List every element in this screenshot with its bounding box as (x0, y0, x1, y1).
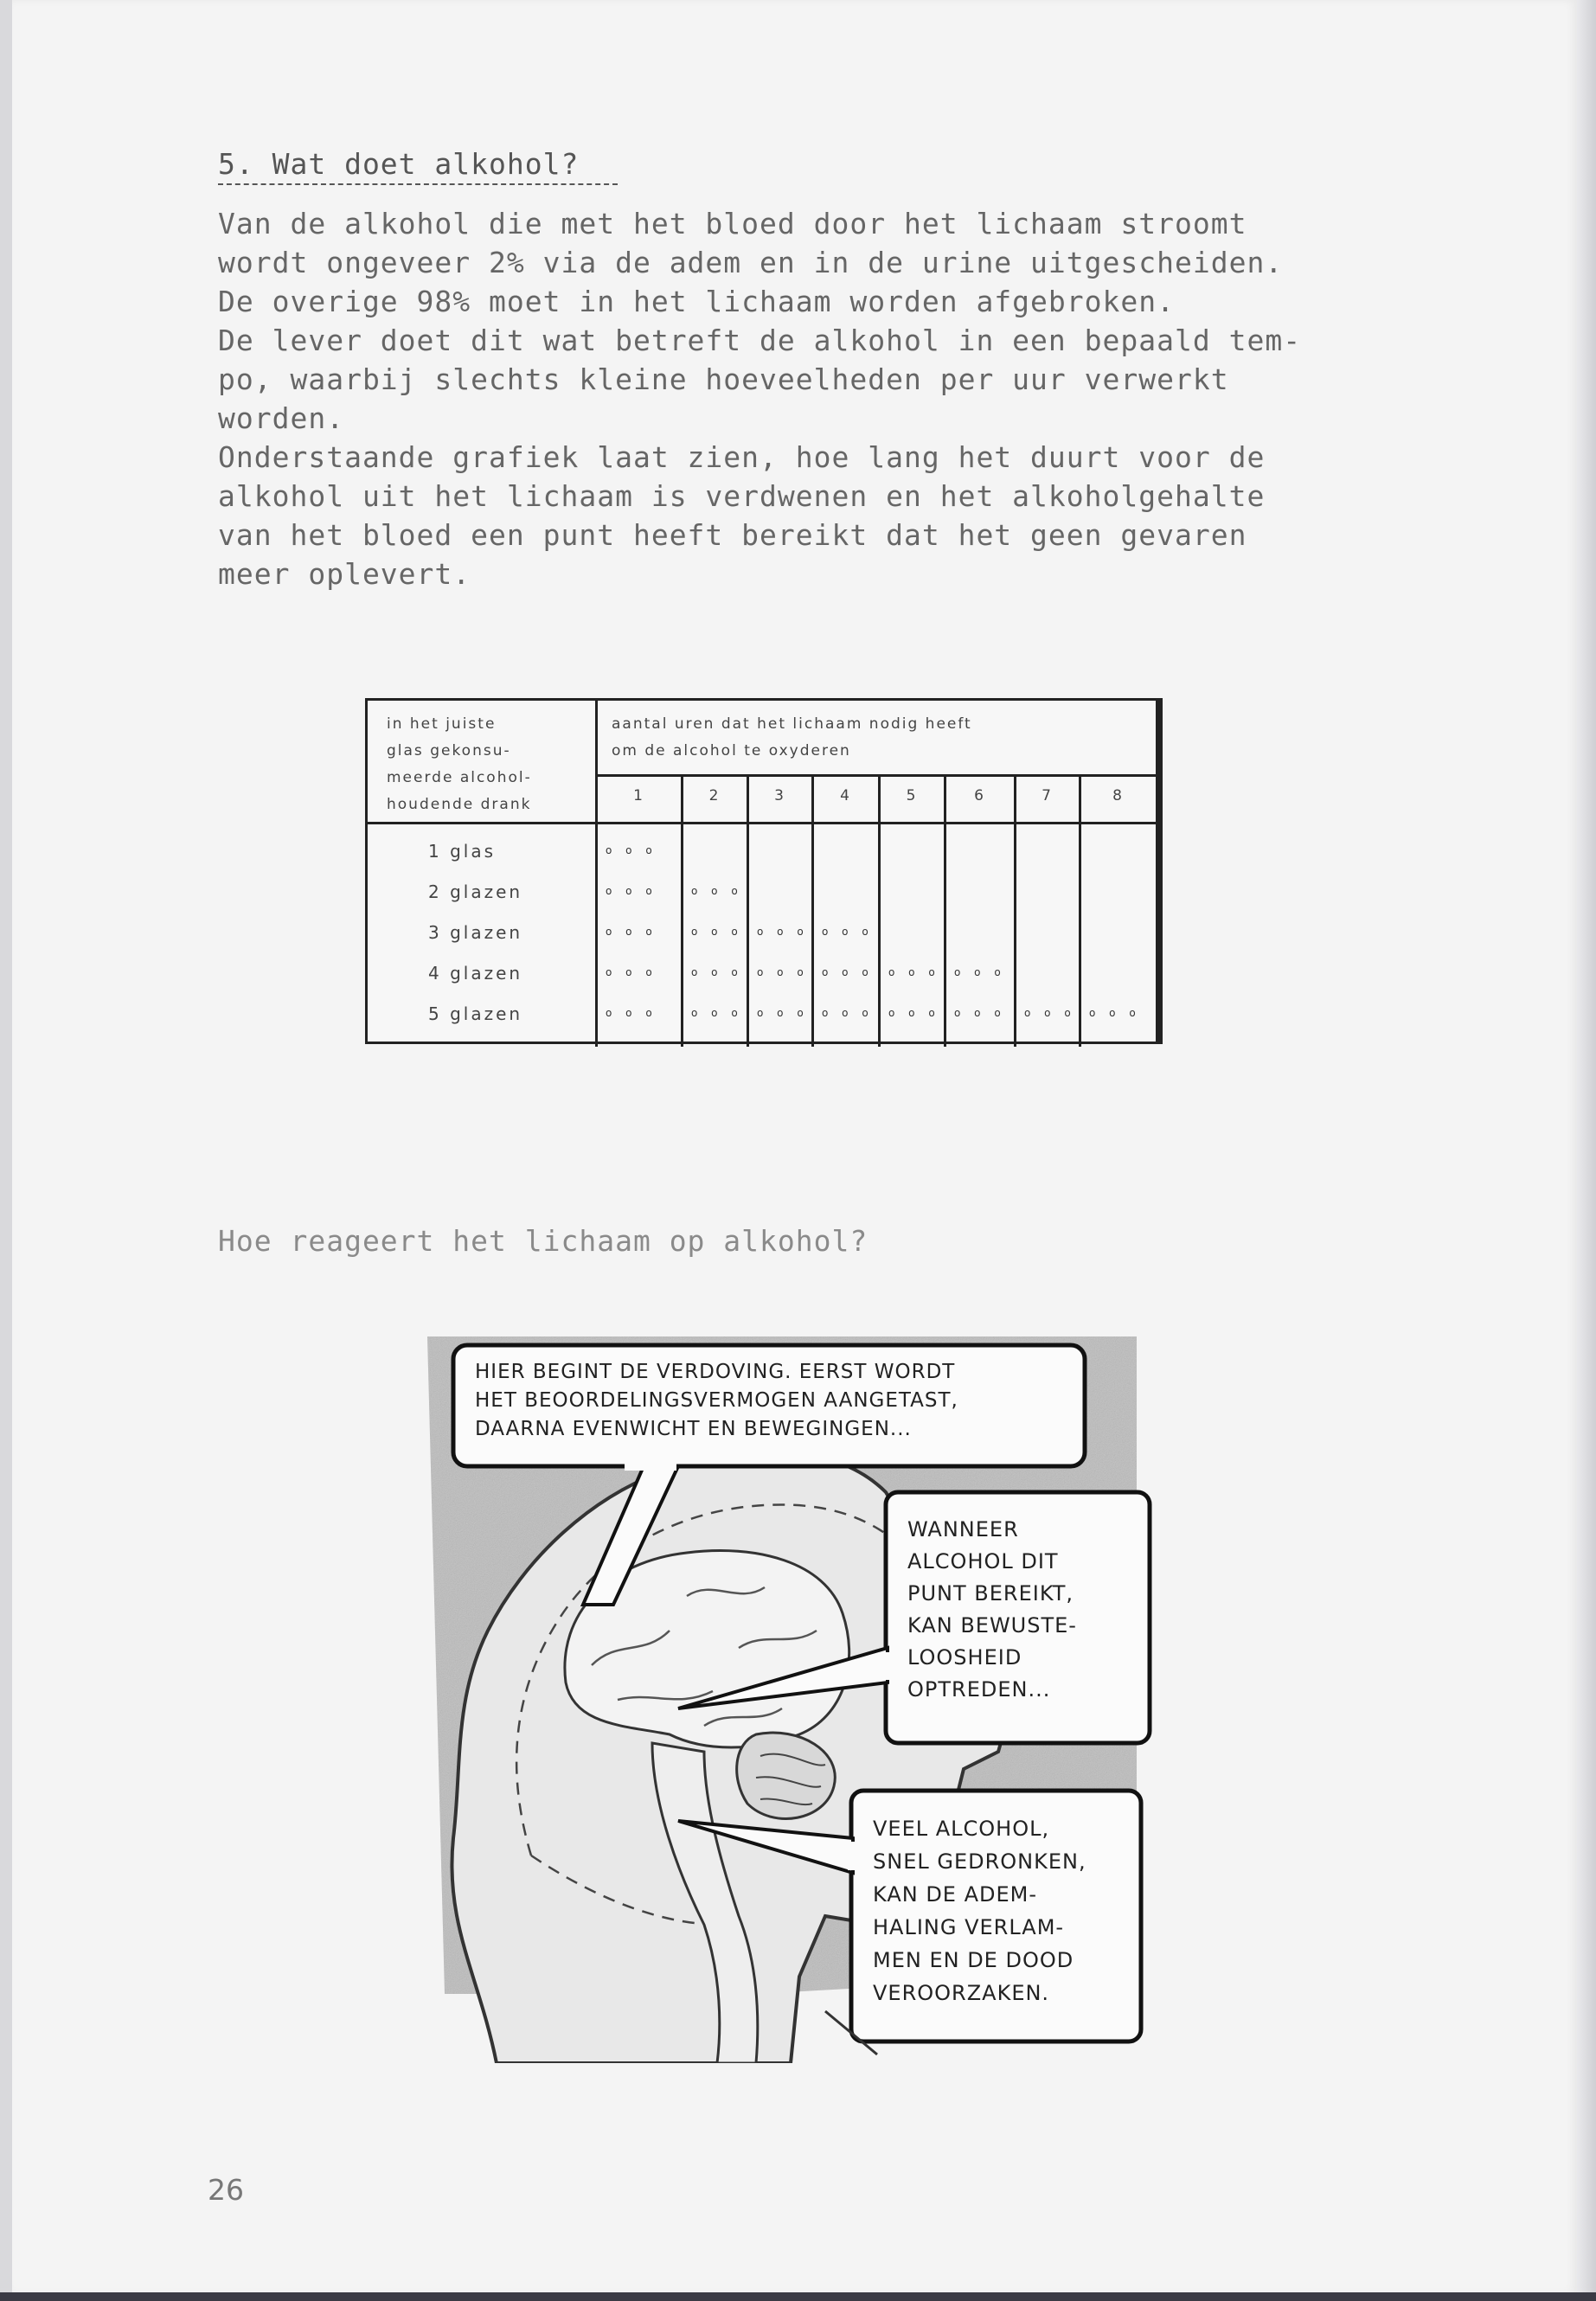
hour-dots: o o o (757, 926, 809, 938)
question-heading: Hoe reageert het lichaam op alkohol? (218, 1224, 869, 1258)
intro-paragraph (218, 204, 1429, 593)
bubble-line: SNEL GEDRONKEN, (873, 1849, 1086, 1874)
hour-dots: o o o (606, 966, 657, 978)
paragraph-line: De lever doet dit wat betreft de alkohol in een bepaald tem- (218, 324, 1302, 357)
paragraph-line: van het bloed een punt heeft bereikt dat het geen gevaren (218, 518, 1247, 552)
table-column-divider (681, 774, 683, 1047)
bubble-line: HALING VERLAM- (873, 1915, 1065, 1939)
paragraph-line: worden. (218, 401, 345, 435)
bubble-line: KAN BEWUSTE- (907, 1613, 1077, 1638)
table-column-divider (811, 774, 814, 1047)
paragraph-line: Onderstaande grafiek laat zien, hoe lang het duurt voor de (218, 440, 1266, 474)
bubble-line: PUNT BEREIKT, (907, 1581, 1074, 1606)
table-column-divider (747, 774, 749, 1047)
table-header-divider (595, 774, 1156, 777)
hour-dots: o o o (606, 1007, 657, 1019)
hour-dots: o o o (954, 966, 1006, 978)
paragraph-line: alkohol uit het lichaam is verdwenen en het alkoholgehalte (218, 479, 1266, 513)
hour-dots: o o o (954, 1007, 1006, 1019)
hour-header: 4 (840, 787, 849, 804)
hour-dots: o o o (888, 966, 940, 978)
brain-cartoon (393, 1319, 1171, 2063)
table-header-bottom (368, 822, 1156, 824)
row-label: 1 glas (428, 841, 497, 862)
paragraph-line: wordt ongeveer 2% via de adem en in de urine uitgescheiden. (218, 246, 1284, 279)
bubble-line: DAARNA EVENWICHT EN BEWEGINGEN... (475, 1418, 912, 1440)
hour-dots: o o o (822, 1007, 874, 1019)
hour-dots: o o o (691, 885, 743, 897)
bubble-middle-text (907, 1514, 1141, 1706)
bubble-bottom-text (873, 1812, 1132, 2009)
heading-underline (218, 183, 618, 185)
hour-dots: o o o (606, 885, 657, 897)
hour-dots: o o o (822, 966, 874, 978)
hour-header: 6 (974, 787, 984, 804)
page-bottom-edge (0, 2292, 1596, 2301)
bubble-line: MEN EN DE DOOD (873, 1948, 1074, 1972)
bubble-line: LOOSHEID (907, 1645, 1022, 1670)
bubble-line: KAN DE ADEM- (873, 1882, 1038, 1907)
table-corner-header: in het juiste glas gekonsu- meerde alcohol- houdende drank (387, 715, 532, 813)
row-label: 5 glazen (428, 1003, 523, 1024)
bubble-line: HET BEOORDELINGSVERMOGEN AANGETAST, (475, 1389, 958, 1412)
bubble-line: WANNEER (907, 1517, 1019, 1541)
oxidation-table (365, 698, 1163, 1044)
hour-dots: o o o (822, 926, 874, 938)
hour-dots: o o o (606, 926, 657, 938)
hour-dots: o o o (1089, 1007, 1141, 1019)
bubble-line: HIER BEGINT DE VERDOVING. EERST WORDT (475, 1361, 956, 1383)
paragraph-line: Van de alkohol die met het bloed door het lichaam stroomt (218, 207, 1247, 240)
table-column-divider (1014, 774, 1016, 1047)
table-group-header: aantal uren dat het lichaam nodig heeft om de alcohol te oxyderen (612, 715, 972, 760)
row-label: 2 glazen (428, 881, 523, 902)
hour-header: 3 (774, 787, 784, 804)
page-edge (1577, 0, 1596, 2301)
row-label: 3 glazen (428, 922, 523, 943)
hour-header: 7 (1042, 787, 1051, 804)
row-label: 4 glazen (428, 963, 523, 984)
bubble-line: VEROORZAKEN. (873, 1981, 1050, 2005)
hour-dots: o o o (757, 966, 809, 978)
hour-dots: o o o (1024, 1007, 1076, 1019)
bubble-line: VEEL ALCOHOL, (873, 1817, 1050, 1841)
hour-dots: o o o (888, 1007, 940, 1019)
hour-dots: o o o (691, 1007, 743, 1019)
table-column-divider (1079, 774, 1081, 1047)
page-number: 26 (208, 2173, 244, 2207)
table-column-divider (944, 774, 946, 1047)
paragraph-line: meer oplevert. (218, 557, 471, 591)
paragraph-line: po, waarbij slechts kleine hoeveelheden per uur verwerkt (218, 362, 1229, 396)
hour-dots: o o o (757, 1007, 809, 1019)
hour-header: 5 (906, 787, 916, 804)
table-column-divider (878, 774, 881, 1047)
hour-dots: o o o (691, 966, 743, 978)
bubble-line: ALCOHOL DIT (907, 1549, 1059, 1574)
hour-header: 8 (1112, 787, 1122, 804)
hour-dots: o o o (606, 844, 657, 856)
paragraph-line: De overige 98% moet in het lichaam worden afgebroken. (218, 285, 1175, 318)
bubble-top-text (475, 1358, 1080, 1444)
hour-dots: o o o (691, 926, 743, 938)
table-column-divider (595, 701, 598, 1047)
hour-header: 1 (633, 787, 643, 804)
section-heading: 5. Wat doet alkohol? (218, 147, 580, 181)
page (12, 0, 1578, 2294)
hour-header: 2 (708, 787, 719, 804)
bubble-line: OPTREDEN... (907, 1677, 1051, 1702)
